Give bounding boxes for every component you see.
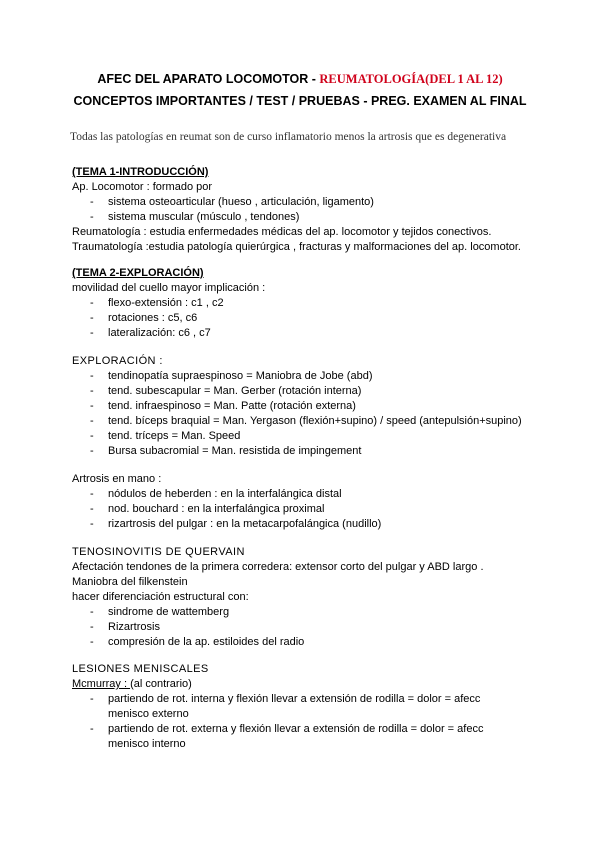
artrosis-heading: Artrosis en mano :	[72, 473, 162, 485]
section-artrosis	[72, 472, 572, 532]
tenosinovitis-list	[72, 605, 572, 650]
tema1-heading: (TEMA 1-INTRODUCCIÓN)	[72, 166, 209, 178]
document-title	[0, 72, 600, 87]
list-item-line: menisco externo	[108, 708, 189, 720]
mcmurray-line	[72, 677, 572, 692]
list-item: - compresión de la ap. estiloides del radio	[72, 635, 572, 650]
section-meniscales	[72, 662, 572, 752]
list-item	[72, 692, 572, 722]
list-item: - tend. infraespinoso = Man. Patte (rotación externa)	[72, 399, 572, 414]
list-item: - Bursa subacromial = Man. resistida de impingement	[72, 444, 572, 459]
list-item: - flexo-extensión : c1 , c2	[72, 296, 572, 311]
list-item: - Rizartrosis	[72, 620, 572, 635]
list-item: - rotaciones : c5, c6	[72, 311, 572, 326]
list-item-line: - partiendo de rot. externa y flexión llevar a extensión de rodilla = dolor = afecc	[108, 723, 484, 735]
list-item-line: menisco interno	[108, 738, 186, 750]
title-black: AFEC DEL APARATO LOCOMOTOR -	[97, 72, 320, 86]
section-tenosinovitis	[72, 545, 572, 650]
list-item: - tend. bíceps braquial = Man. Yergason (flexión+supino) / speed (antepulsión+supino)	[72, 414, 572, 429]
section-tema2	[72, 266, 572, 341]
list-item	[72, 722, 572, 752]
tema1-line2: Reumatología : estudia enfermedades médicas del ap. locomotor y tejidos conectivos.	[72, 226, 492, 238]
section-exploracion	[72, 354, 572, 459]
list-item: - nódulos de heberden : en la interfalángica distal	[72, 487, 572, 502]
intro-note: Todas las patologías en reumat son de curso inflamatorio menos la artrosis que es degenerativa	[70, 131, 507, 143]
list-item: - rizartrosis del pulgar : en la metacarpofalángica (nudillo)	[72, 517, 572, 532]
meniscales-list	[72, 692, 572, 752]
tema2-line1: movilidad del cuello mayor implicación :	[72, 282, 266, 294]
tenosinovitis-line1: Afectación tendones de la primera corredera: extensor corto del pulgar y ABD largo .	[72, 561, 484, 573]
list-item: - sistema muscular (músculo , tendones)	[72, 210, 572, 225]
list-item: - nod. bouchard : en la interfalángica proximal	[72, 502, 572, 517]
section-tema1	[72, 165, 572, 255]
list-item: - sistema osteoarticular (hueso , articulación, ligamento)	[72, 195, 572, 210]
list-item: - tend. tríceps = Man. Speed	[72, 429, 572, 444]
list-item: - sindrome de wattemberg	[72, 605, 572, 620]
mcmurray-note: (al contrario)	[130, 678, 192, 690]
list-item-line: - partiendo de rot. interna y flexión llevar a extensión de rodilla = dolor = afecc	[108, 693, 481, 705]
list-item: - tendinopatía supraespinoso = Maniobra de Jobe (abd)	[72, 369, 572, 384]
tema1-line3: Traumatología :estudia patología quierúrgica , fracturas y malformaciones del ap. locomotor.	[72, 241, 521, 253]
tema2-list	[72, 296, 572, 341]
tenosinovitis-line3: hacer diferenciación estructural con:	[72, 591, 249, 603]
mcmurray-label: Mcmurray :	[72, 678, 131, 690]
tema1-list	[72, 195, 572, 225]
document-subtitle: CONCEPTOS IMPORTANTES / TEST / PRUEBAS - PREG. EXAMEN AL FINAL	[73, 94, 527, 108]
tema2-heading: (TEMA 2-EXPLORACIÓN)	[72, 267, 204, 279]
meniscales-heading: LESIONES MENISCALES	[72, 663, 209, 675]
title-red: REUMATOLOGÍA(DEL 1 AL 12)	[319, 72, 503, 86]
tema1-line1: Ap. Locomotor : formado por	[72, 181, 213, 193]
tenosinovitis-heading: TENOSINOVITIS DE QUERVAIN	[72, 546, 245, 558]
exploracion-heading: EXPLORACIÓN :	[72, 355, 163, 367]
tenosinovitis-line2: Maniobra del filkenstein	[72, 576, 188, 588]
list-item: - tend. subescapular = Man. Gerber (rotación interna)	[72, 384, 572, 399]
list-item: - lateralización: c6 , c7	[72, 326, 572, 341]
artrosis-list	[72, 487, 572, 532]
exploracion-list	[72, 369, 572, 459]
